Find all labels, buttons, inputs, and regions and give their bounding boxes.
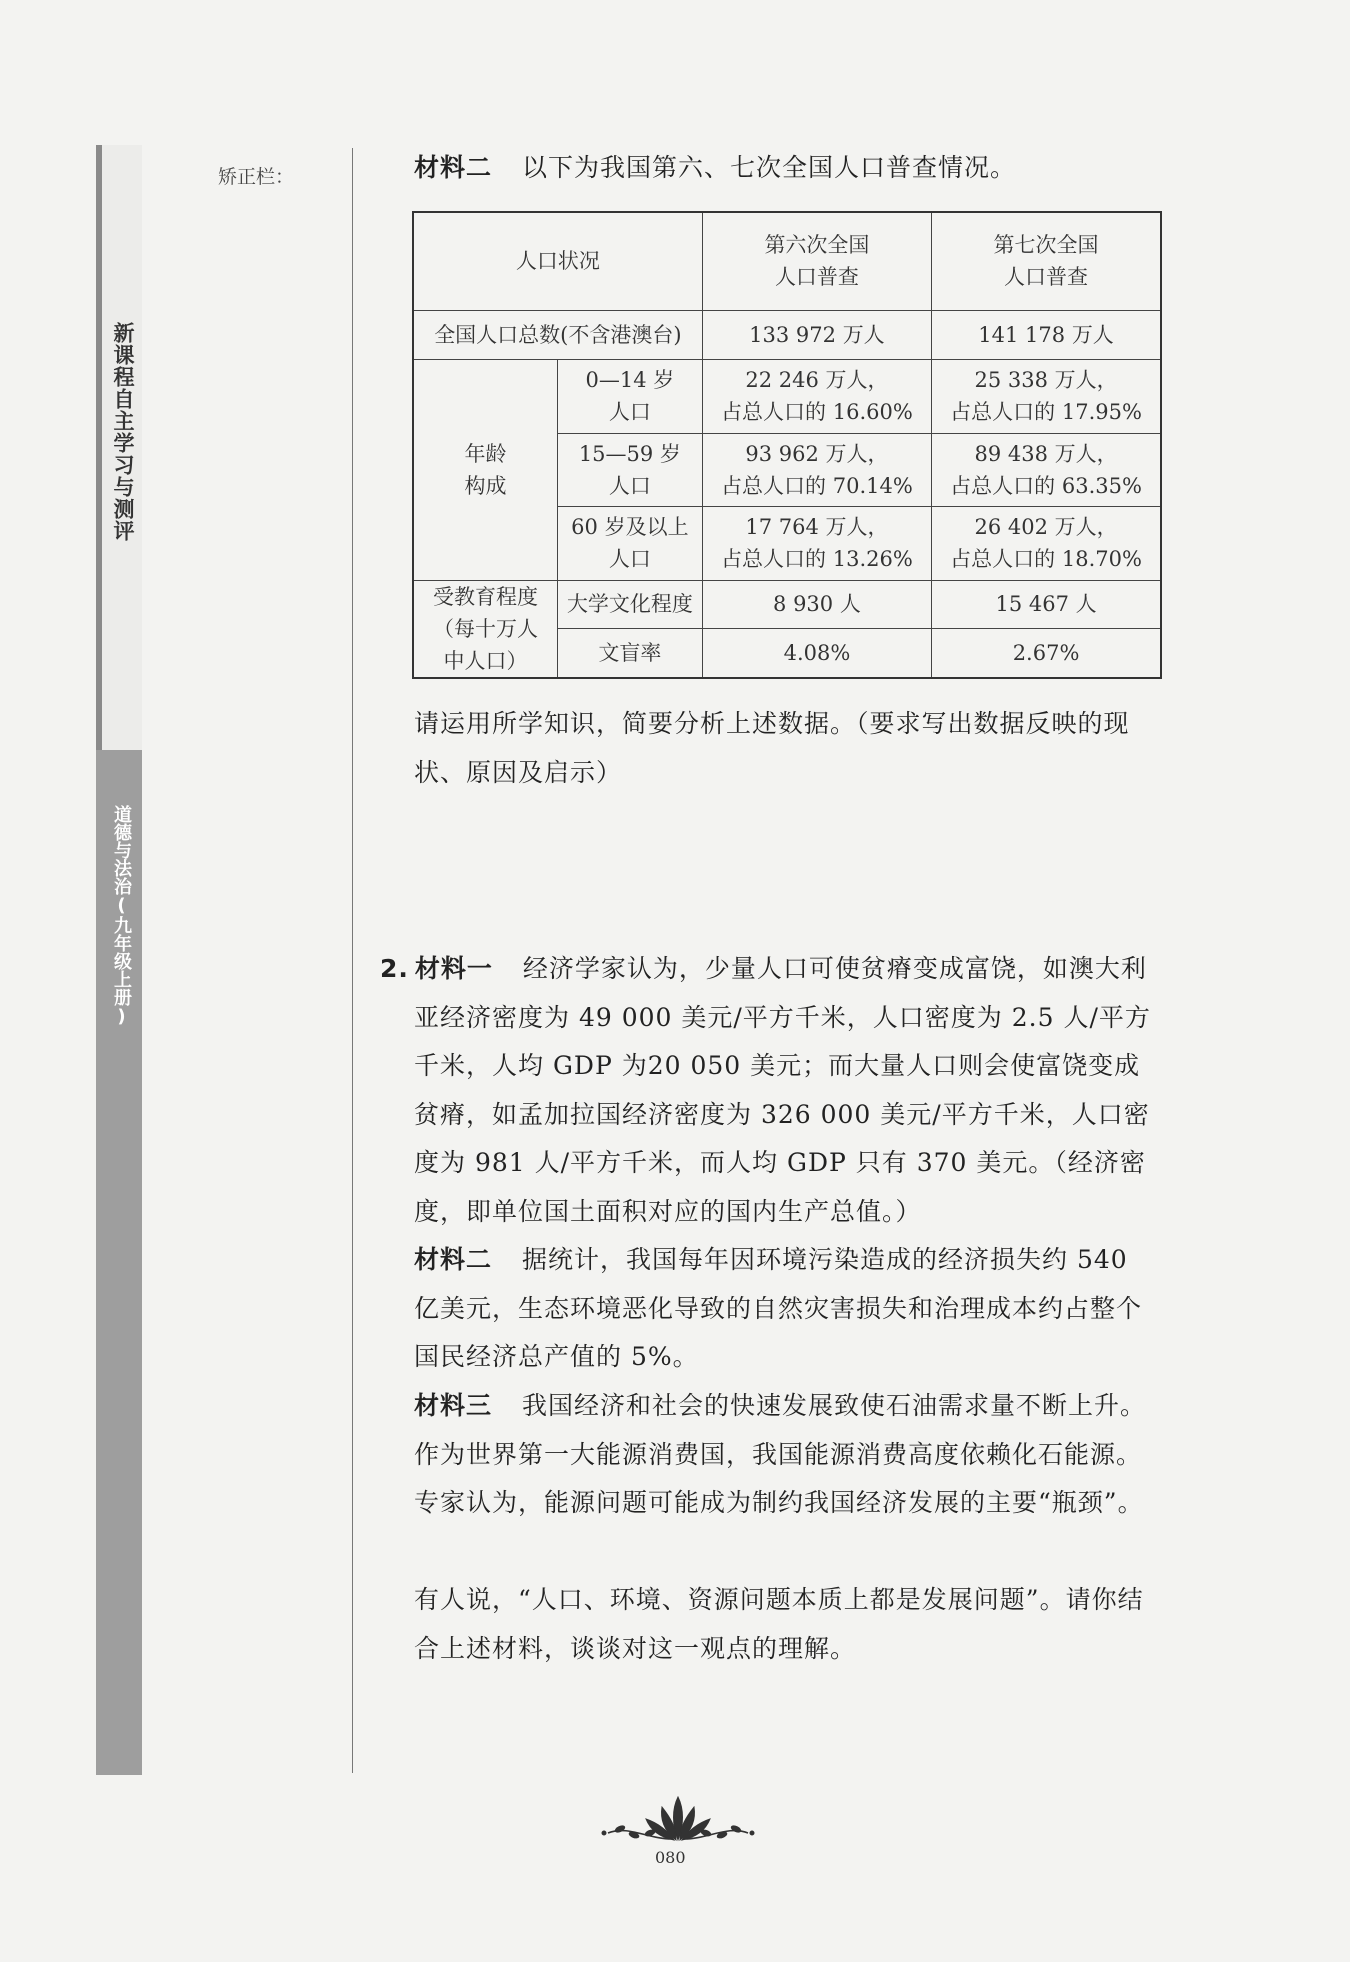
total-sixth: 133 972 万人	[702, 310, 931, 359]
q2-m2-text: 据统计，我国每年因环境污染造成的经济损失约 540 亿美元，生态环境恶化导致的自然灾害损失和治理成本约占整个国民经济总产值的 5%。	[414, 1245, 1143, 1371]
age-row-sixth: 17 764 万人， 占总人口的 13.26%	[702, 506, 931, 580]
edu-row-label: 大学文化程度	[557, 580, 702, 629]
q2-material-3	[414, 1382, 1159, 1528]
age-row-label: 60 岁及以上 人口	[557, 506, 702, 580]
age-row-label: 15—59 岁 人口	[557, 433, 702, 506]
q2-material-2	[414, 1236, 1159, 1382]
total-seventh: 141 178 万人	[932, 310, 1161, 359]
edu-row-sixth: 8 930 人	[702, 580, 931, 629]
q1-material-label: 材料二	[414, 153, 493, 182]
education-group-label: 受教育程度 （每十万人 中人口）	[413, 580, 557, 678]
age-row-seventh: 26 402 万人， 占总人口的 18.70%	[932, 506, 1161, 580]
q1-question: 请运用所学知识，简要分析上述数据。（要求写出数据反映的现状、原因及启示）	[414, 709, 1130, 787]
age-row-sixth: 22 246 万人， 占总人口的 16.60%	[702, 359, 931, 433]
correction-divider	[352, 148, 353, 1773]
q2-m1-text: 经济学家认为，少量人口可使贫瘠变成富饶，如澳大利亚经济密度为 49 000 美元/平方千米，人口密度为 2.5 人/平方千米，人均 GDP 为20 050 美元；而大量人口则会使富饶变成贫瘠，如孟加拉国经济密度为 326 000 美元/平方千米，人口密度为 981 人/平方千米，而人均 GDP 只有 370 美元。（经济密度，即单位国土面积对应的国内生产总值。）	[414, 954, 1151, 1226]
header-seventh-census: 第七次全国 人口普查	[932, 212, 1161, 310]
census-table	[412, 211, 1162, 679]
edu-row-label: 文盲率	[557, 629, 702, 678]
table-header-row	[413, 212, 1161, 310]
subject-title: 道德与法治(九年级上册)	[111, 805, 132, 1027]
correction-column-label: 矫正栏：	[218, 166, 295, 188]
q2-question: 有人说，“人口、环境、资源问题本质上都是发展问题”。请你结合上述材料，谈谈对这一观点的理解。	[414, 1585, 1144, 1663]
q1-material-text: 以下为我国第六、七次全国人口普查情况。	[522, 153, 1017, 182]
floral-ornament-icon	[598, 1795, 758, 1845]
total-label: 全国人口总数(不含港澳台)	[413, 310, 702, 359]
edu-row-seventh: 15 467 人	[932, 580, 1161, 629]
age-row-seventh: 25 338 万人， 占总人口的 17.95%	[932, 359, 1161, 433]
q2-m3-text: 我国经济和社会的快速发展致使石油需求量不断上升。作为世界第一大能源消费国，我国能源消费高度依赖化石能源。专家认为，能源问题可能成为制约我国经济发展的主要“瓶颈”。	[414, 1391, 1147, 1517]
age-row-seventh: 89 438 万人， 占总人口的 63.35%	[932, 433, 1161, 506]
header-sixth-census: 第六次全国 人口普查	[702, 212, 931, 310]
q2-number: 2.	[380, 954, 409, 983]
edu-row-sixth: 4.08%	[702, 629, 931, 678]
q2-m2-label: 材料二	[414, 1245, 493, 1274]
edu-row-seventh: 2.67%	[932, 629, 1161, 678]
age-row-sixth: 93 962 万人， 占总人口的 70.14%	[702, 433, 931, 506]
q2-material-1	[380, 945, 1159, 1236]
table-row-university	[413, 580, 1161, 629]
age-row-label: 0—14 岁 人口	[557, 359, 702, 433]
page-number: 080	[655, 1848, 686, 1867]
q1-material-heading	[414, 148, 1016, 184]
q2-m1-label: 材料一	[414, 954, 493, 983]
series-title: 新课程自主学习与测评	[111, 322, 135, 542]
age-group-label: 年龄 构成	[413, 359, 557, 580]
header-population: 人口状况	[413, 212, 702, 310]
table-row-age-0-14	[413, 359, 1161, 433]
q2-m3-label: 材料三	[414, 1391, 493, 1420]
table-row-total	[413, 310, 1161, 359]
